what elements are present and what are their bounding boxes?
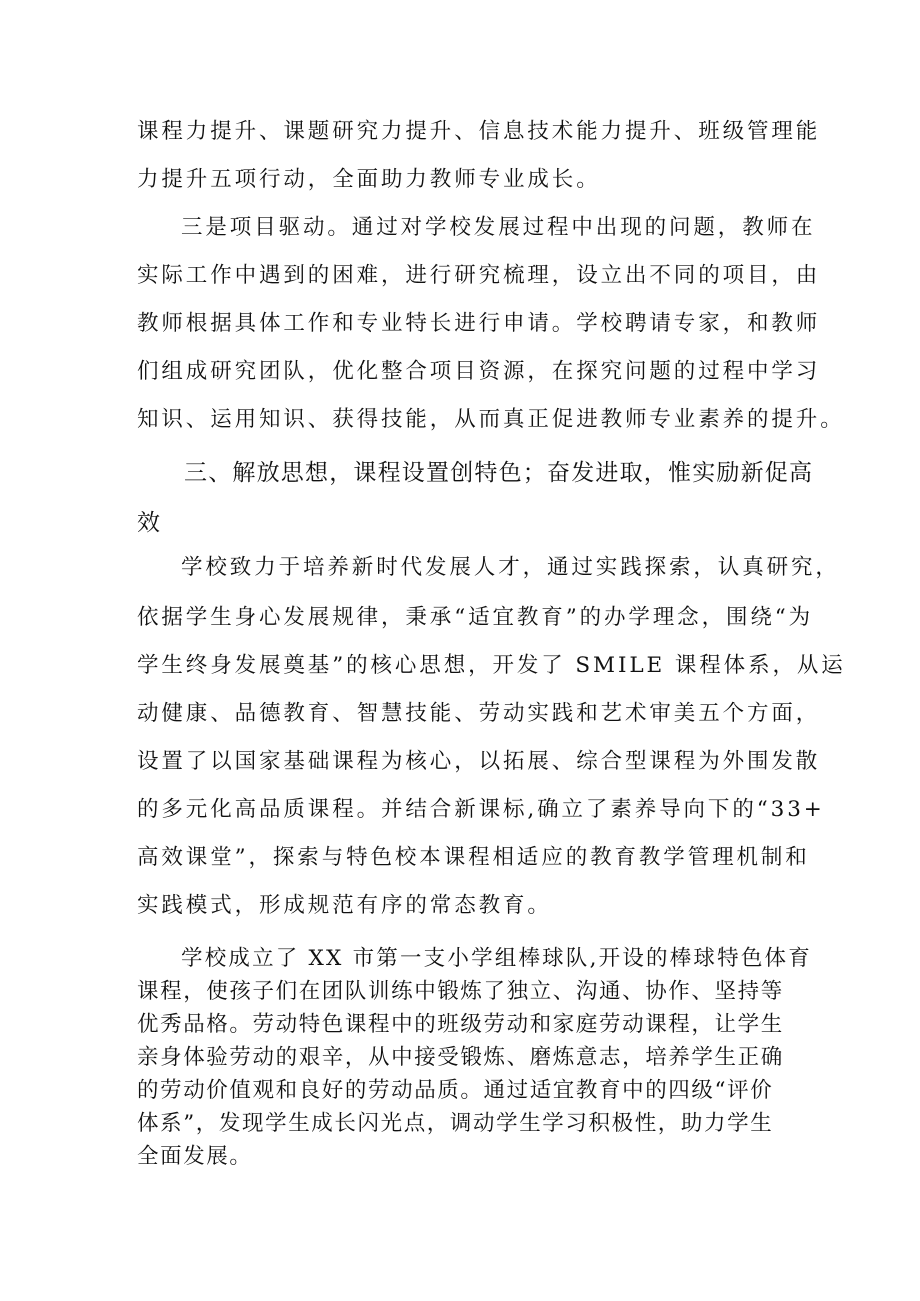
text-line: 教师根据具体工作和专业特长进行申请。学校聘请专家，和教师 <box>137 311 821 336</box>
text-line: 体系”，发现学生成长闪光点，调动学生学习积极性，助力学生 <box>137 1111 774 1136</box>
text-line: 高效课堂”，探索与特色校本课程相适应的教育教学管理机制和 <box>137 845 810 870</box>
heading-line: 效 <box>137 510 162 536</box>
text-line: 学校致力于培养新时代发展人才，通过实践探索，认真研究， <box>181 555 840 580</box>
text-line: 全面发展。 <box>137 1144 253 1169</box>
heading-line: 三、解放思想，课程设置创特色；奋发进取，惟实励新促高 <box>184 460 814 486</box>
text-line: 的劳动价值观和良好的劳动品质。通过适宜教育中的四级“评价 <box>137 1078 774 1103</box>
text-line: 力提升五项行动，全面助力教师专业成长。 <box>137 167 601 192</box>
text-line: 的多元化高品质课程。并结合新课标,确立了素养导向下的“33+ <box>137 797 825 822</box>
text-line: 们组成研究团队，优化整合项目资源，在探究问题的过程中学习 <box>137 359 821 384</box>
text-line: 亲身体验劳动的艰辛，从中接受锻炼、磨炼意志，培养学生正确 <box>137 1045 784 1070</box>
text-line: 课程，使孩子们在团队训练中锻炼了独立、沟通、协作、坚持等 <box>137 979 784 1004</box>
text-line: 知识、运用知识、获得技能，从而真正促进教师专业素养的提升。 <box>137 407 845 432</box>
text-line: 课程力提升、课题研究力提升、信息技术能力提升、班级管理能 <box>137 119 821 144</box>
text-line: 学生终身发展奠基”的核心思想，开发了 SMILE 课程体系，从运 <box>137 653 846 678</box>
text-line: 优秀品格。劳动特色课程中的班级劳动和家庭劳动课程，让学生 <box>137 1012 784 1037</box>
text-line: 动健康、品德教育、智慧技能、劳动实践和艺术审美五个方面， <box>137 701 821 726</box>
text-line: 实践模式，形成规范有序的常态教育。 <box>137 893 552 918</box>
text-line: 依据学生身心发展规律，秉承“适宜教育”的办学理念，围绕“为 <box>137 605 814 630</box>
text-line: 学校成立了 XX 市第一支小学组棒球队,开设的棒球特色体育 <box>181 946 812 971</box>
text-line: 实际工作中遇到的困难，进行研究梳理，设立出不同的项目，由 <box>137 263 821 288</box>
text-line: 三是项目驱动。通过对学校发展过程中出现的问题，教师在 <box>181 215 816 240</box>
text-line: 设置了以国家基础课程为核心，以拓展、综合型课程为外围发散 <box>137 749 821 774</box>
